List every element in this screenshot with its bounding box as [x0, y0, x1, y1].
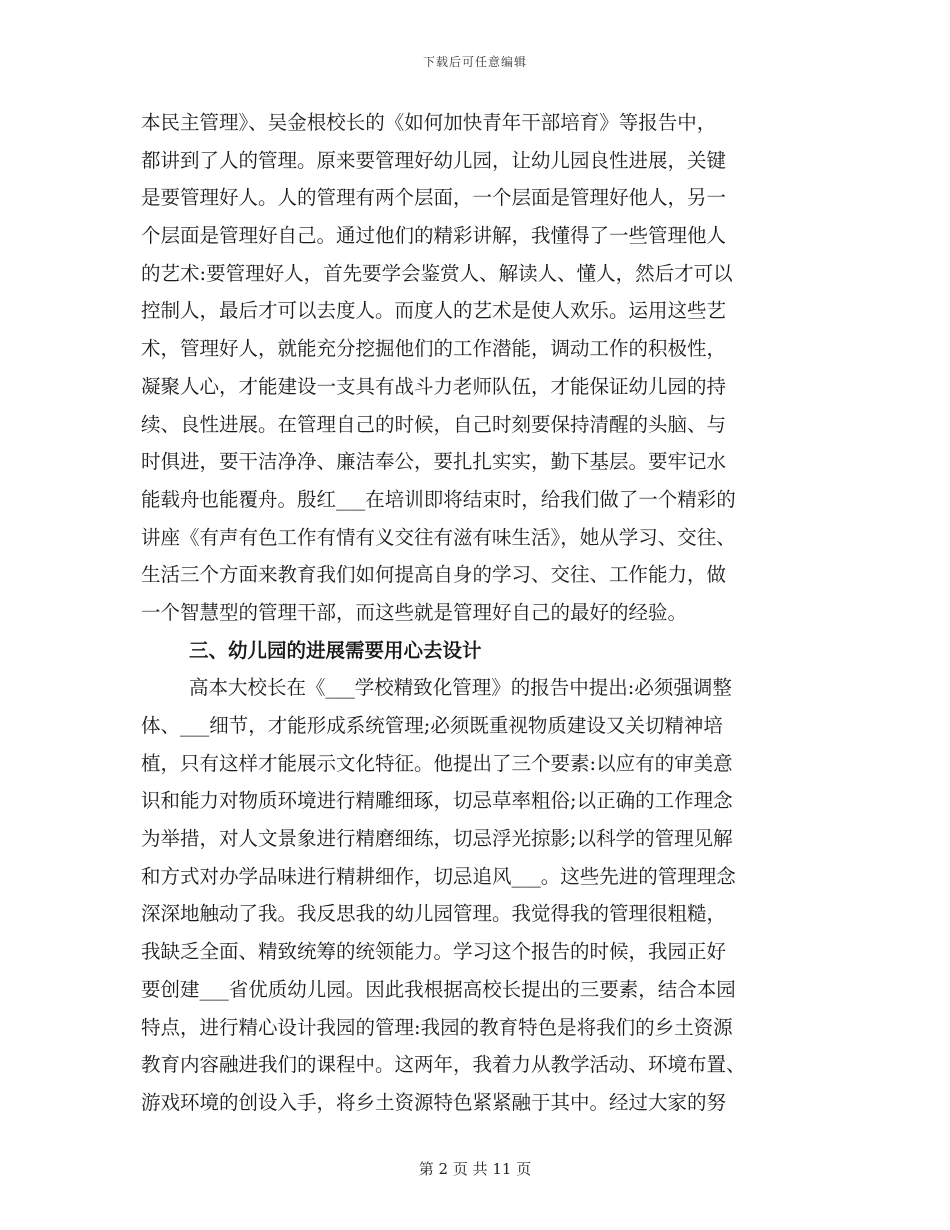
text-line: 续、良性进展。在管理自己的时候，自己时刻要保持清醒的头脑、与	[141, 412, 727, 436]
text-line: 识和能力对物质环境进行精雕细琢，切忌草率粗俗;以正确的工作理念	[141, 789, 733, 813]
page-header: 下载后可任意编辑	[422, 55, 527, 69]
text-line: 和方式对办学品味进行精耕细作，切忌追风___。这些先进的管理理念	[141, 864, 736, 888]
text-line: 讲座《有声有色工作有情有义交往有滋有味生活》，她从学习、交往、	[141, 525, 736, 549]
text-line: 凝聚人心，才能建设一支具有战斗力老师队伍，才能保证幼儿园的持	[141, 374, 727, 398]
text-line: 控制人，最后才可以去度人。而度人的艺术是使人欢乐。运用这些艺	[141, 299, 727, 323]
text-line: 本民主管理》、吴金根校长的《如何加快青年干部培育》等报告中，	[141, 111, 717, 134]
text-line: 一个智慧型的管理干部，而这些就是管理好自己的最好的经验。	[141, 600, 688, 624]
section-heading: 三、幼儿园的进展需要用心去设计	[189, 638, 482, 662]
text-line: 时俱进，要干洁净净、廉洁奉公，要扎扎实实，勤下基层。要牢记水	[141, 450, 727, 474]
text-line: 个层面是管理好自己。通过他们的精彩讲解，我懂得了一些管理他人	[141, 224, 727, 248]
text-line: 我缺乏全面、精致统筹的统领能力。学习这个报告的时候，我园正好	[141, 940, 727, 964]
text-line: 游戏环境的创设入手，将乡土资源特色紧紧融于其中。经过大家的努	[141, 1090, 727, 1114]
text-line: 是要管理好人。人的管理有两个层面，一个层面是管理好他人，另一	[141, 186, 727, 210]
text-line: 术，管理好人，就能充分挖掘他们的工作潜能，调动工作的积极性，	[141, 337, 727, 361]
text-line: 的艺术:要管理好人，首先要学会鉴赏人、解读人、懂人，然后才可以	[141, 261, 733, 285]
document-body	[141, 104, 811, 1122]
text-line: 教育内容融进我们的课程中。这两年，我着力从教学活动、环境布置、	[141, 1053, 746, 1077]
text-line: 为举措，对人文景象进行精磨细练，切忌浮光掠影;以科学的管理见解	[141, 827, 733, 851]
text-line: 高本大校长在《___学校精致化管理》的报告中提出:必须强调整	[189, 676, 732, 700]
page-number: 第 2 页 共 11 页	[418, 1160, 532, 1178]
text-line: 要创建___省优质幼儿园。因此我根据高校长提出的三要素，结合本园	[141, 977, 736, 1001]
text-line: 生活三个方面来教育我们如何提高自身的学习、交往、工作能力，做	[141, 563, 727, 587]
text-line: 深深地触动了我。我反思我的幼儿园管理。我觉得我的管理很粗糙，	[141, 902, 727, 926]
text-line: 能载舟也能覆舟。殷红___在培训即将结束时，给我们做了一个精彩的	[141, 487, 736, 511]
text-line: 体、___细节，才能形成系统管理;必须既重视物质建设又关切精神培	[141, 714, 723, 737]
text-line: 植，只有这样才能展示文化特征。他提出了三个要素:以应有的审美意	[141, 751, 733, 775]
text-line: 特点，进行精心设计我园的管理:我园的教育特色是将我们的乡土资源	[141, 1015, 733, 1039]
text-line: 都讲到了人的管理。原来要管理好幼儿园，让幼儿园良性进展，关键	[141, 148, 727, 172]
